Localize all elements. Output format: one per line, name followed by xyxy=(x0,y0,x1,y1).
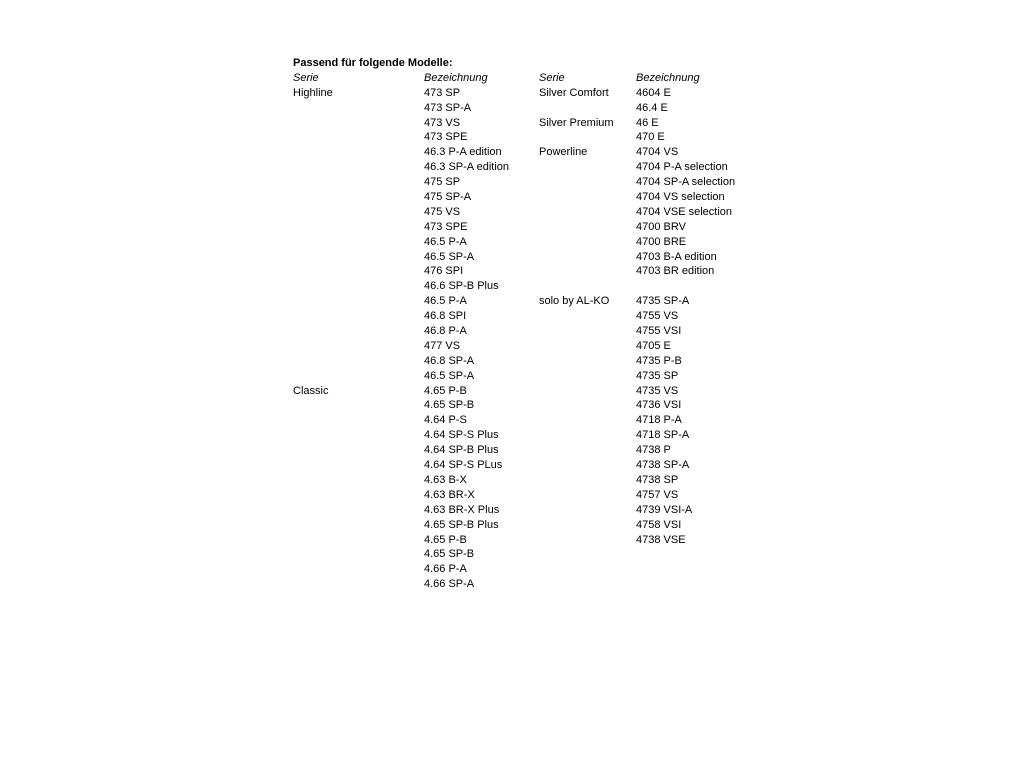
model-cell: 473 SPE xyxy=(424,220,468,233)
model-cell: 4.65 P-B xyxy=(424,384,467,397)
model-cell: 4.64 SP-S Plus xyxy=(424,429,499,442)
table-row xyxy=(293,116,753,131)
model-cell: 4758 VSI xyxy=(636,518,682,531)
table-row xyxy=(293,294,753,309)
model-cell: 46.8 SP-A xyxy=(424,354,475,367)
header-bezeichnung: Bezeichnung xyxy=(424,71,488,84)
table-row xyxy=(293,235,753,250)
model-cell: 46 E xyxy=(636,116,659,129)
model-cell: 46.8 SPI xyxy=(424,310,467,323)
model-cell: 4.64 P-S xyxy=(424,414,467,427)
model-cell: 4.64 SP-B Plus xyxy=(424,444,499,457)
model-cell: 4.65 SP-B xyxy=(424,548,475,561)
model-cell: 4704 VS selection xyxy=(636,191,725,204)
header-serie: Serie xyxy=(293,71,319,84)
table-row xyxy=(293,324,753,339)
model-cell: 473 SPE xyxy=(424,131,468,144)
table-row xyxy=(293,547,753,562)
model-cell: 4718 P-A xyxy=(636,414,682,427)
model-cell: 4738 P xyxy=(636,444,671,457)
header-serie: Serie xyxy=(539,71,565,84)
model-cell: 4.63 BR-X xyxy=(424,488,475,501)
model-cell: 4735 SP xyxy=(636,369,679,382)
document-title: Passend für folgende Modelle: xyxy=(293,57,453,69)
model-cell: 4700 BRE xyxy=(636,235,687,248)
table-row xyxy=(293,309,753,324)
series-cell: Powerline xyxy=(539,146,588,159)
table-row xyxy=(293,503,753,518)
model-cell: 4735 SP-A xyxy=(636,295,690,308)
table-row xyxy=(293,130,753,145)
model-cell: 473 SP-A xyxy=(424,101,472,114)
model-cell: 473 SP xyxy=(424,86,461,99)
table-row xyxy=(293,458,753,473)
model-cell: 46.6 SP-B Plus xyxy=(424,280,499,293)
model-cell: 4704 VSE selection xyxy=(636,205,733,218)
model-cell: 470 E xyxy=(636,131,665,144)
table-row xyxy=(293,413,753,428)
model-cell: 46.3 SP-A edition xyxy=(424,161,510,174)
model-cell: 4735 VS xyxy=(636,384,679,397)
model-cell: 4718 SP-A xyxy=(636,429,690,442)
table-row xyxy=(293,205,753,220)
model-cell: 46.8 P-A xyxy=(424,325,467,338)
table-row xyxy=(293,101,753,116)
table-row xyxy=(293,369,753,384)
table-row xyxy=(293,428,753,443)
model-cell: 4703 BR edition xyxy=(636,265,715,278)
model-table-body xyxy=(293,86,753,592)
model-cell: 46.5 P-A xyxy=(424,235,467,248)
model-cell: 4.65 SP-B xyxy=(424,399,475,412)
table-row xyxy=(293,175,753,190)
series-cell: Silver Comfort xyxy=(539,86,609,99)
header-bezeichnung: Bezeichnung xyxy=(636,71,700,84)
series-cell: solo by AL-KO xyxy=(539,295,610,308)
model-cell: 4.63 B-X xyxy=(424,473,467,486)
series-cell: Highline xyxy=(293,86,333,99)
table-row xyxy=(293,562,753,577)
model-cell: 4.63 BR-X Plus xyxy=(424,503,500,516)
table-row xyxy=(293,220,753,235)
table-row xyxy=(293,264,753,279)
model-cell: 477 VS xyxy=(424,339,461,352)
model-cell: 4705 E xyxy=(636,339,671,352)
table-row xyxy=(293,398,753,413)
table-row xyxy=(293,473,753,488)
table-row xyxy=(293,577,753,592)
table-row xyxy=(293,354,753,369)
model-cell: 4.66 P-A xyxy=(424,563,467,576)
table-row xyxy=(293,339,753,354)
model-cell: 4.65 P-B xyxy=(424,533,467,546)
model-cell: 4739 VSI-A xyxy=(636,503,693,516)
model-cell: 4738 VSE xyxy=(636,533,686,546)
model-cell: 475 VS xyxy=(424,205,461,218)
model-cell: 4755 VSI xyxy=(636,325,682,338)
model-cell: 46.4 E xyxy=(636,101,668,114)
model-cell: 46.5 SP-A xyxy=(424,250,475,263)
model-cell: 4.64 SP-S PLus xyxy=(424,459,503,472)
model-cell: 46.5 SP-A xyxy=(424,369,475,382)
model-cell: 475 SP-A xyxy=(424,191,472,204)
model-cell: 4738 SP-A xyxy=(636,459,690,472)
model-cell: 4704 VS xyxy=(636,146,679,159)
series-cell: Classic xyxy=(293,384,329,397)
model-cell: 4704 SP-A selection xyxy=(636,176,736,189)
table-row xyxy=(293,190,753,205)
model-cell: 4738 SP xyxy=(636,473,679,486)
table-row xyxy=(293,518,753,533)
model-cell: 4735 P-B xyxy=(636,354,682,367)
table-row xyxy=(293,86,753,101)
model-cell: 4757 VS xyxy=(636,488,679,501)
table-row xyxy=(293,160,753,175)
model-cell: 4704 P-A selection xyxy=(636,161,728,174)
model-cell: 4736 VSI xyxy=(636,399,682,412)
model-cell: 46.3 P-A edition xyxy=(424,146,502,159)
model-cell: 4604 E xyxy=(636,86,671,99)
model-cell: 476 SPI xyxy=(424,265,464,278)
table-row xyxy=(293,443,753,458)
model-cell: 4700 BRV xyxy=(636,220,686,233)
table-row xyxy=(293,250,753,265)
model-cell: 4.65 SP-B Plus xyxy=(424,518,499,531)
table-row xyxy=(293,384,753,399)
series-cell: Silver Premium xyxy=(539,116,614,129)
table-row xyxy=(293,533,753,548)
table-row xyxy=(293,279,753,294)
table-header xyxy=(293,71,753,86)
model-cell: 46.5 P-A xyxy=(424,295,467,308)
model-cell: 473 VS xyxy=(424,116,461,129)
model-cell: 4755 VS xyxy=(636,310,679,323)
model-cell: 4.66 SP-A xyxy=(424,578,475,591)
model-list-document xyxy=(293,56,753,592)
table-row xyxy=(293,145,753,160)
model-cell: 475 SP xyxy=(424,176,461,189)
model-cell: 4703 B-A edition xyxy=(636,250,717,263)
table-row xyxy=(293,488,753,503)
